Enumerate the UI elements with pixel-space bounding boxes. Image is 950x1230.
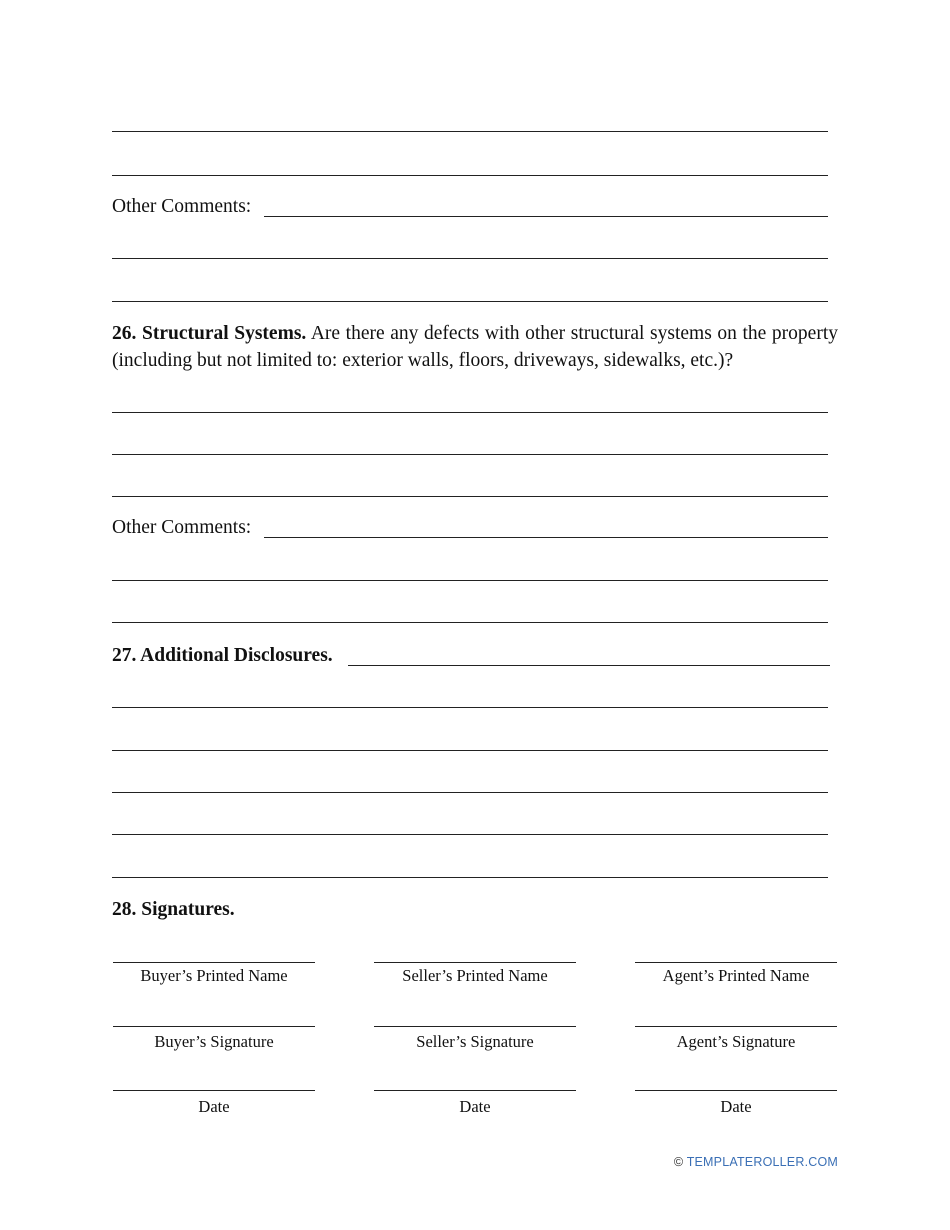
seller-printed-name-label: Seller’s Printed Name (402, 966, 548, 985)
other-comments-line[interactable] (264, 537, 828, 538)
answer-line[interactable] (112, 301, 828, 302)
agent-printed-name-label: Agent’s Printed Name (662, 966, 810, 985)
answer-line[interactable] (112, 792, 828, 793)
answer-line[interactable] (112, 412, 828, 413)
agent-date-label: Date (720, 1097, 752, 1116)
section-26-number: 26. (112, 323, 137, 344)
answer-line[interactable] (112, 131, 828, 132)
answer-line[interactable] (112, 580, 828, 581)
additional-disclosures-line[interactable] (348, 665, 830, 666)
buyer-signature-line[interactable] (113, 1026, 315, 1027)
footer-brand[interactable] (674, 1155, 838, 1169)
buyer-printed-name-line[interactable] (113, 962, 315, 963)
seller-date-label: Date (459, 1097, 491, 1116)
section-27-heading: 27. Additional Disclosures. (112, 645, 333, 666)
answer-line[interactable] (112, 175, 828, 176)
answer-line[interactable] (112, 622, 828, 623)
section-26-question (112, 320, 838, 374)
agent-date-line[interactable] (635, 1090, 837, 1091)
seller-signature-line[interactable] (374, 1026, 576, 1027)
answer-line[interactable] (112, 258, 828, 259)
answer-line[interactable] (112, 877, 828, 878)
section-26-title: Structural Systems. (141, 323, 307, 344)
seller-signature-label: Seller’s Signature (416, 1032, 534, 1051)
section-26-question-text: Are there any defects with other structural systems on the property (including but not limited to: exterior walls, floors, driveways, sidewalks, etc.)? (112, 323, 838, 371)
templateroller-link[interactable]: TEMPLATEROLLER.COM (686, 1155, 838, 1169)
buyer-signature-label: Buyer’s Signature (154, 1032, 274, 1051)
copyright-symbol: © (673, 1155, 684, 1169)
seller-printed-name-line[interactable] (374, 962, 576, 963)
seller-date-line[interactable] (374, 1090, 576, 1091)
answer-line[interactable] (112, 750, 828, 751)
answer-line[interactable] (112, 834, 828, 835)
agent-signature-label: Agent’s Signature (676, 1032, 796, 1051)
buyer-date-line[interactable] (113, 1090, 315, 1091)
section-28-heading: 28. Signatures. (112, 899, 235, 920)
other-comments-label: Other Comments: (112, 196, 252, 217)
agent-signature-line[interactable] (635, 1026, 837, 1027)
buyer-printed-name-label: Buyer’s Printed Name (140, 966, 288, 985)
other-comments-label: Other Comments: (112, 517, 252, 538)
other-comments-line[interactable] (264, 216, 828, 217)
answer-line[interactable] (112, 454, 828, 455)
answer-line[interactable] (112, 496, 828, 497)
answer-line[interactable] (112, 707, 828, 708)
buyer-date-label: Date (198, 1097, 230, 1116)
agent-printed-name-line[interactable] (635, 962, 837, 963)
